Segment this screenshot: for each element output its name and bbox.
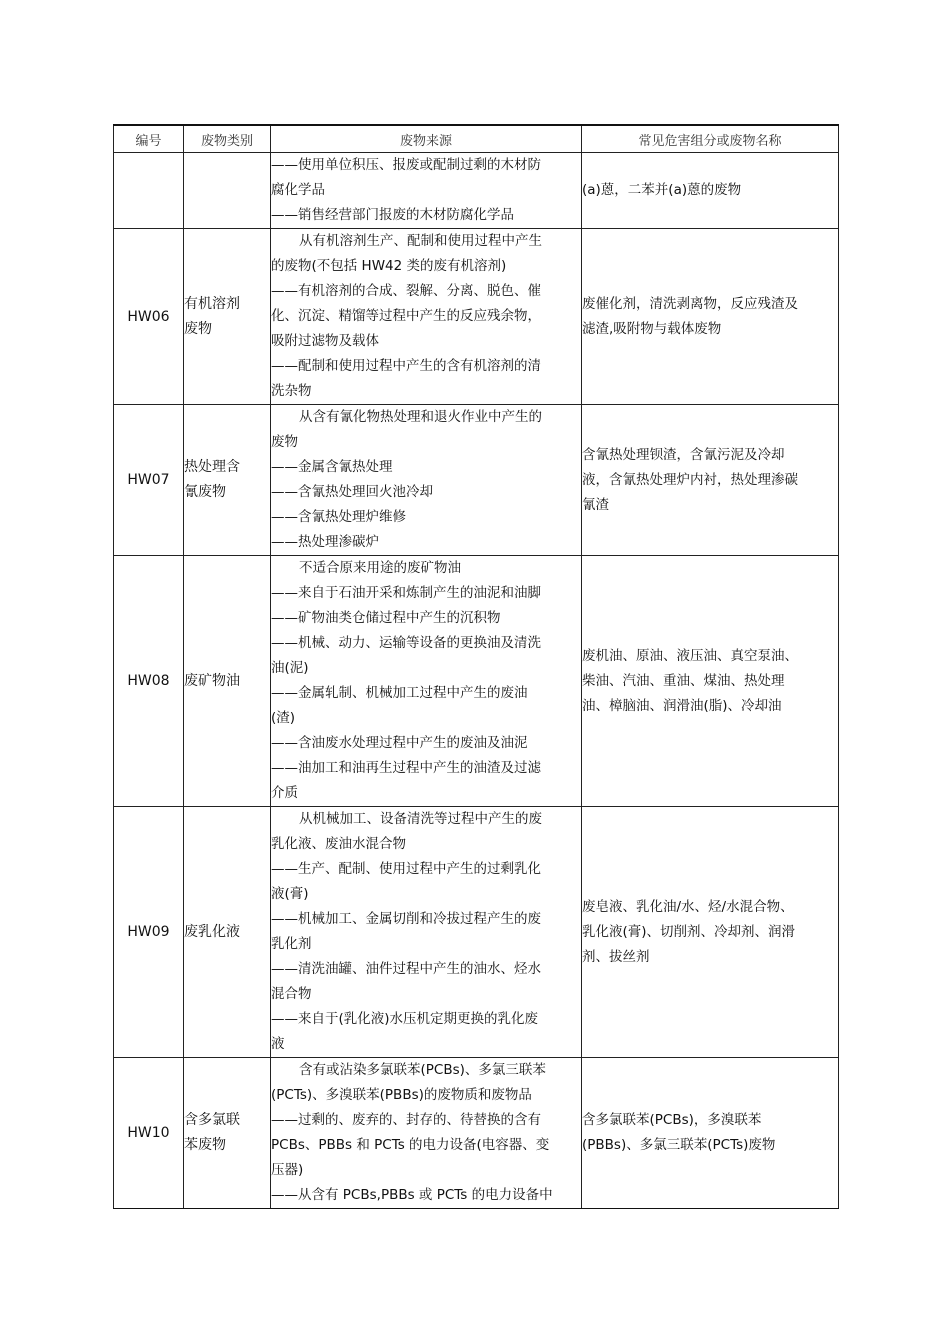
- cell-code: [114, 807, 184, 1058]
- source-line: ——矿物油类仓储过程中产生的沉积物: [271, 610, 501, 626]
- cell-hazard: [582, 153, 839, 229]
- cell-source: [271, 807, 582, 1058]
- cell-source: [271, 229, 582, 405]
- cell-source: [271, 405, 582, 556]
- source-line: ——金属含氰热处理: [271, 459, 393, 475]
- hazard-line: (a)蒽，二苯并(a)蒽的废物: [582, 182, 742, 198]
- waste-code: HW09: [127, 924, 170, 940]
- hazard-line: 柴油、汽油、重油、煤油、热处理: [582, 672, 785, 689]
- source-line: 从含有氰化物热处理和退火作业中产生的: [299, 409, 542, 425]
- cell-category: [184, 807, 271, 1058]
- cell-hazard: [582, 556, 839, 807]
- source-line: 吸附过滤物及载体: [271, 333, 379, 349]
- source-line: (渣): [271, 710, 296, 726]
- source-line: ——生产、配制、使用过程中产生的过剩乳化: [271, 861, 541, 877]
- header-source: 废物来源: [271, 125, 582, 153]
- waste-code: HW07: [127, 472, 170, 488]
- hazard-line: 乳化液(膏)、切削剂、冷却剂、润滑: [582, 923, 796, 940]
- header-code: 编号: [114, 125, 184, 153]
- table-body: [114, 153, 839, 1209]
- cell-code: [114, 153, 184, 229]
- category-line: 氰废物: [184, 484, 226, 500]
- cell-category: [184, 1058, 271, 1209]
- hazard-line: (PBBs)、多氯三联苯(PCTs)废物: [582, 1137, 776, 1153]
- cell-code: [114, 1058, 184, 1209]
- table-row: [114, 556, 839, 807]
- source-line: ——配制和使用过程中产生的含有机溶剂的清: [271, 358, 541, 374]
- cell-category: [184, 229, 271, 405]
- source-line: 液: [271, 1036, 285, 1052]
- source-line: ——从含有 PCBs,PBBs 或 PCTs 的电力设备中: [271, 1187, 553, 1203]
- source-line: (PCTs)、多溴联苯(PBBs)的废物质和废物品: [271, 1087, 532, 1103]
- source-line: ——含油废水处理过程中产生的废油及油泥: [271, 735, 528, 751]
- source-line: ——油加工和油再生过程中产生的油渣及过滤: [271, 760, 541, 776]
- cell-source: [271, 556, 582, 807]
- source-line: 从机械加工、设备清洗等过程中产生的废: [299, 811, 542, 827]
- cell-category: [184, 405, 271, 556]
- source-line: 废物: [271, 434, 298, 450]
- source-line: ——金属轧制、机械加工过程中产生的废油: [271, 685, 528, 701]
- hazard-line: 液，含氰热处理炉内衬，热处理渗碳: [582, 471, 798, 488]
- source-line: 乳化液、废油水混合物: [271, 836, 406, 852]
- cell-source: [271, 153, 582, 229]
- category-line: 有机溶剂: [184, 295, 240, 312]
- header-hazard: 常见危害组分或废物名称: [582, 125, 839, 153]
- cell-hazard: [582, 405, 839, 556]
- hazard-line: 氰渣: [582, 496, 609, 513]
- source-line: ——机械加工、金属切削和冷拔过程产生的废: [271, 911, 541, 927]
- cell-hazard: [582, 229, 839, 405]
- table-row: [114, 1058, 839, 1209]
- source-line: ——来自于石油开采和炼制产生的油泥和油脚: [271, 585, 541, 601]
- source-line: 洗杂物: [271, 383, 312, 399]
- hazard-line: 废机油、原油、液压油、真空泵油、: [582, 647, 798, 664]
- cell-code: [114, 229, 184, 405]
- source-line: 化、沉淀、精馏等过程中产生的反应残余物，: [271, 308, 541, 324]
- source-line: ——清洗油罐、油件过程中产生的油水、烃水: [271, 961, 541, 977]
- hazard-line: 废皂液、乳化油/水、烃/水混合物、: [582, 898, 794, 915]
- source-line: ——有机溶剂的合成、裂解、分离、脱色、催: [271, 283, 541, 299]
- source-line: 液(膏): [271, 886, 309, 902]
- cell-hazard: [582, 1058, 839, 1209]
- cell-category: [184, 556, 271, 807]
- hazard-line: 油、樟脑油、润滑油(脂)、冷却油: [582, 697, 782, 714]
- source-line: 介质: [271, 785, 298, 801]
- source-line: ——含氰热处理回火池冷却: [271, 484, 433, 500]
- table-row: [114, 807, 839, 1058]
- hazard-line: 剂、拔丝剂: [582, 948, 650, 965]
- source-line: ——含氰热处理炉维修: [271, 509, 406, 525]
- cell-category: [184, 153, 271, 229]
- source-line: ——销售经营部门报废的木材防腐化学品: [271, 207, 514, 223]
- source-line: 的废物(不包括 HW42 类的废有机溶剂): [271, 258, 507, 274]
- source-line: 混合物: [271, 986, 312, 1002]
- category-line: 热处理含: [184, 459, 240, 475]
- cell-code: [114, 556, 184, 807]
- table-row: [114, 405, 839, 556]
- source-line: 腐化学品: [271, 182, 325, 198]
- hazard-line: 滤渣,吸附物与载体废物: [582, 320, 722, 337]
- category-line: 废乳化液: [184, 923, 240, 940]
- waste-code: HW08: [127, 673, 170, 689]
- table-header-row: [114, 125, 839, 153]
- waste-code: HW10: [127, 1125, 170, 1141]
- category-line: 苯废物: [184, 1137, 226, 1153]
- waste-code: HW06: [127, 308, 170, 325]
- hazard-line: 含多氯联苯(PCBs)，多溴联苯: [582, 1112, 762, 1128]
- source-line: 含有或沾染多氯联苯(PCBs)、多氯三联苯: [299, 1062, 546, 1078]
- hazard-line: 含氰热处理钡渣，含氰污泥及冷却: [582, 446, 785, 463]
- header-category: 废物类别: [184, 125, 271, 153]
- table-row: [114, 229, 839, 405]
- table-row: [114, 153, 839, 229]
- cell-source: [271, 1058, 582, 1209]
- source-line: PCBs、PBBs 和 PCTs 的电力设备(电容器、变: [271, 1137, 550, 1153]
- source-line: 从有机溶剂生产、配制和使用过程中产生: [299, 233, 542, 249]
- source-line: ——来自于(乳化液)水压机定期更换的乳化废: [271, 1011, 539, 1027]
- hazard-line: 废催化剂，清洗剥离物，反应残渣及: [582, 295, 798, 312]
- category-line: 废物: [184, 320, 212, 337]
- source-line: ——使用单位积压、报废或配制过剩的木材防: [271, 157, 541, 173]
- category-line: 废矿物油: [184, 672, 240, 689]
- cell-code: [114, 405, 184, 556]
- source-line: 油(泥): [271, 660, 309, 676]
- source-line: 乳化剂: [271, 936, 312, 952]
- source-line: 不适合原来用途的废矿物油: [299, 560, 461, 576]
- source-line: ——机械、动力、运输等设备的更换油及清洗: [271, 635, 541, 651]
- waste-table: [113, 124, 839, 1209]
- category-line: 含多氯联: [184, 1112, 240, 1128]
- cell-hazard: [582, 807, 839, 1058]
- source-line: ——热处理渗碳炉: [271, 534, 379, 550]
- source-line: 压器): [271, 1162, 304, 1178]
- source-line: ——过剩的、废弃的、封存的、待替换的含有: [271, 1112, 541, 1128]
